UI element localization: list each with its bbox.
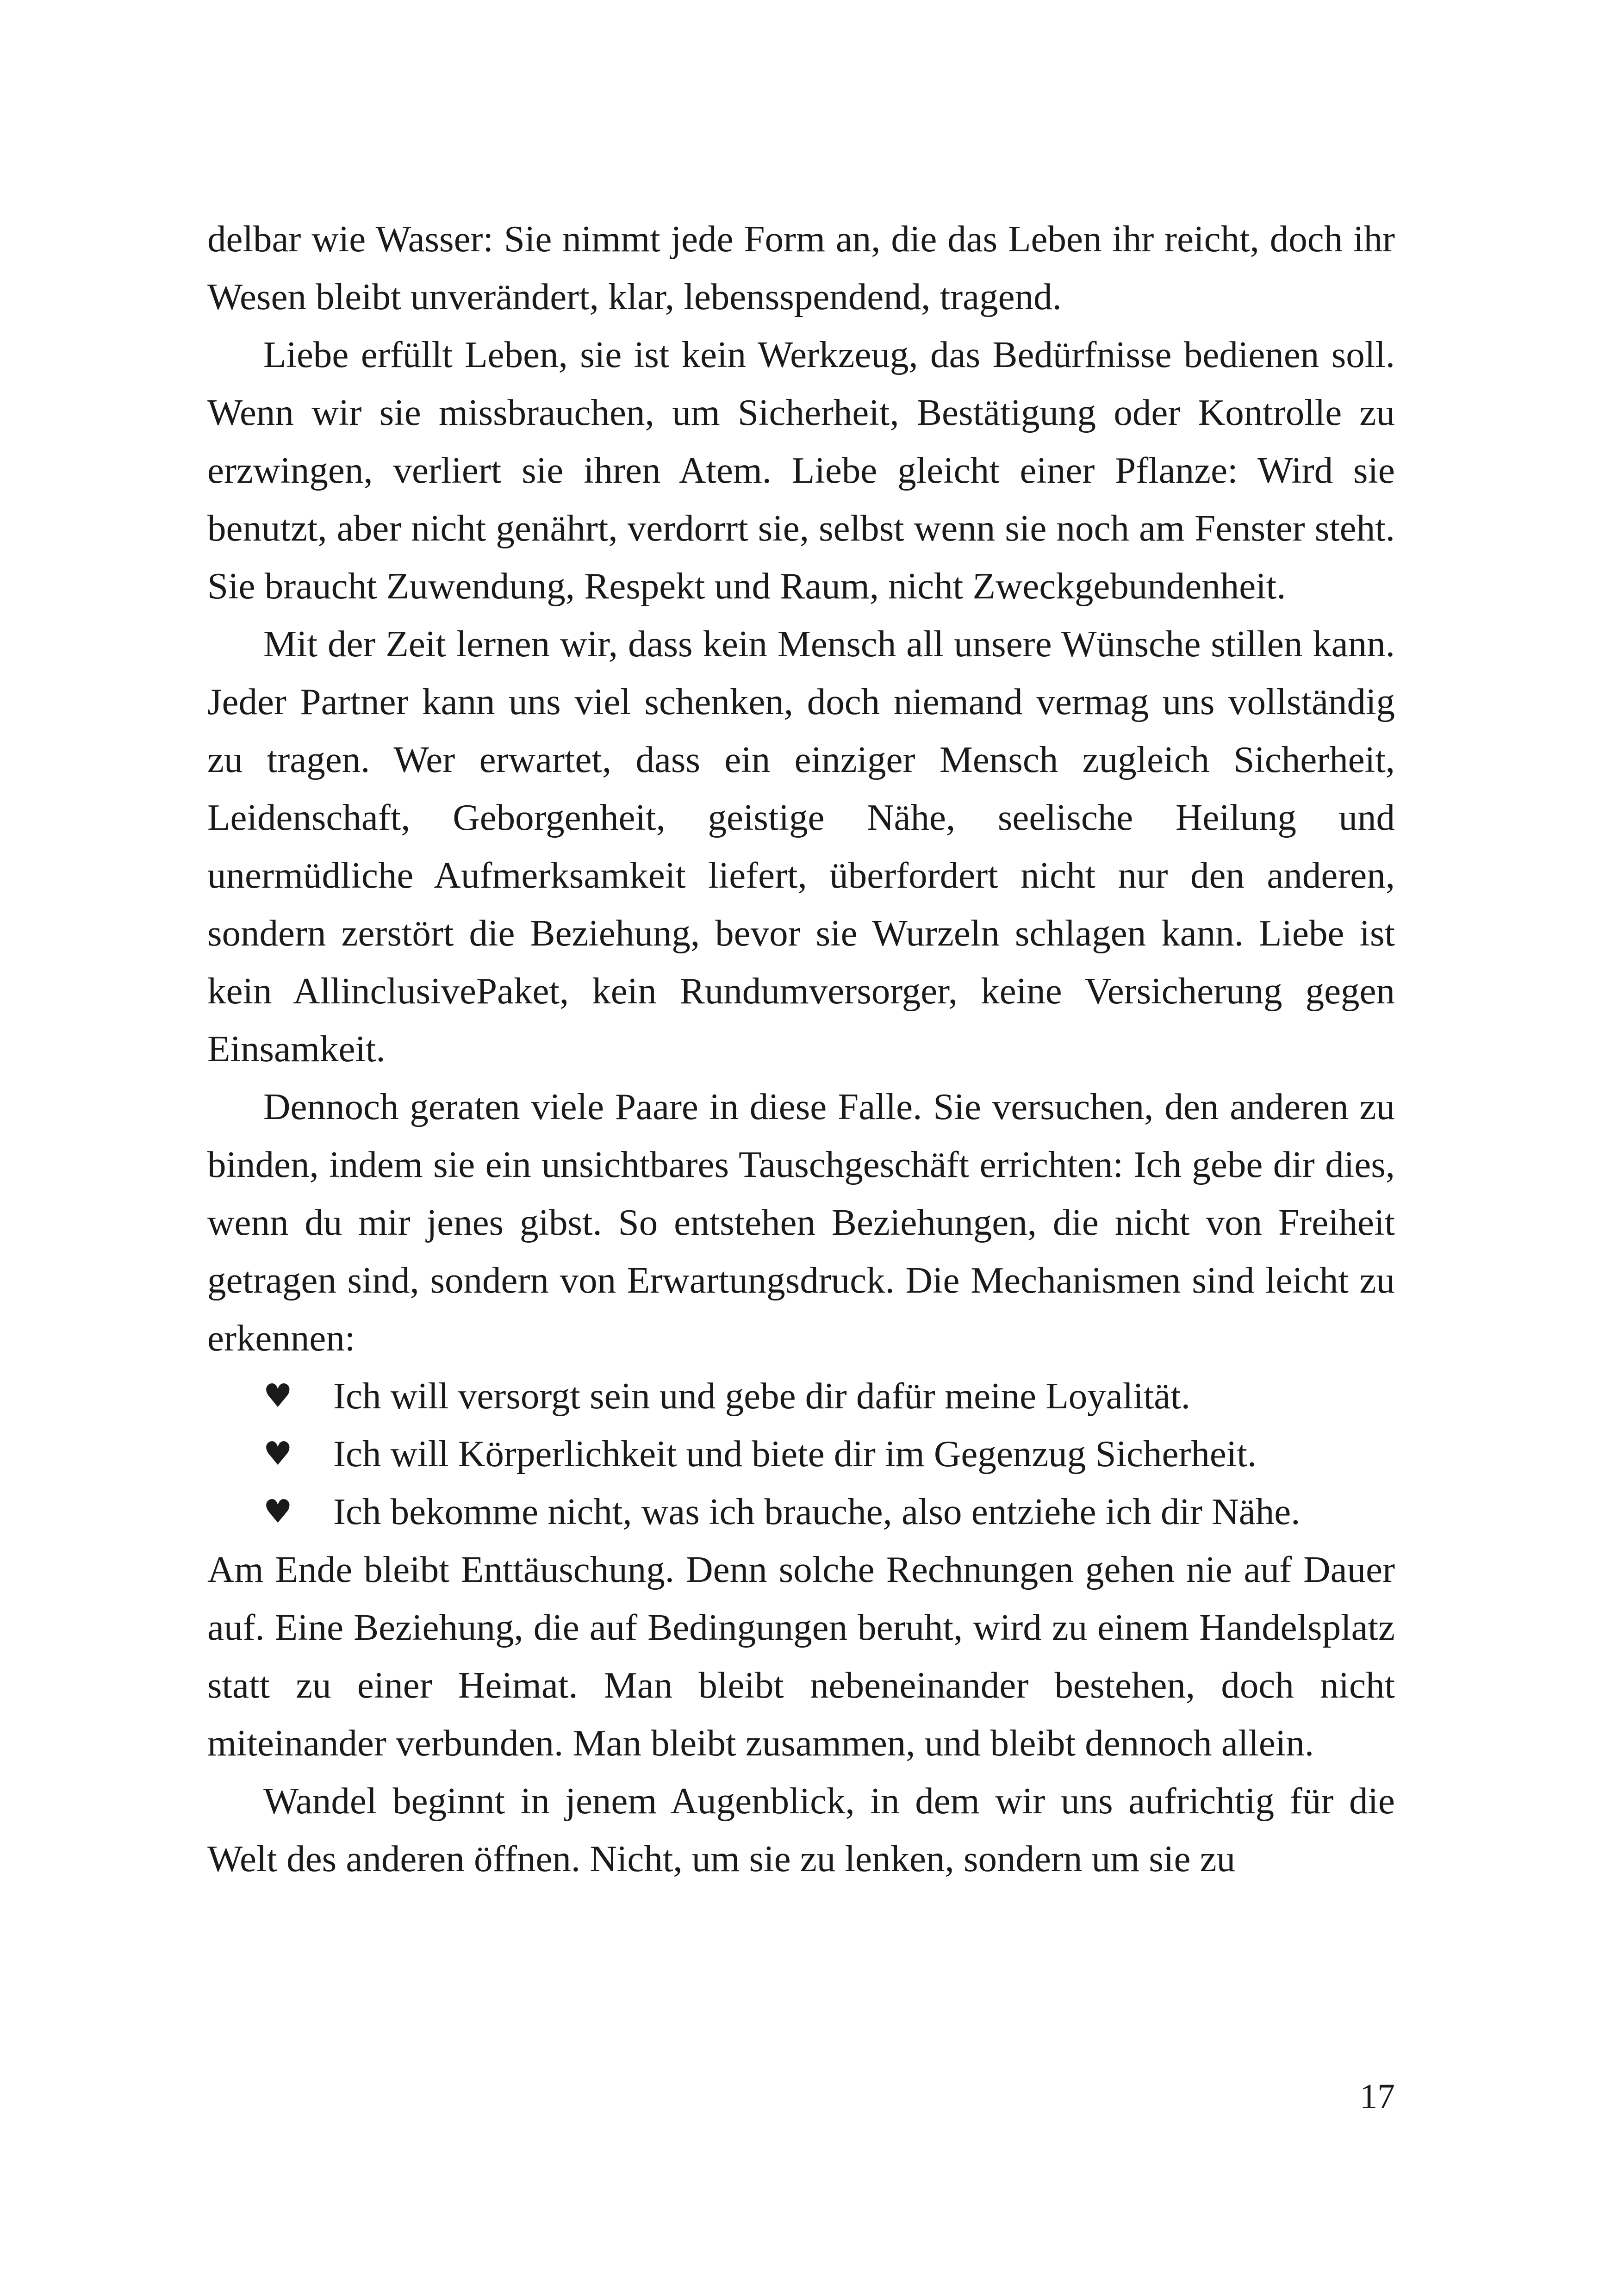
- list-item: [207, 1367, 1395, 1425]
- heart-icon: ♥: [263, 1377, 292, 1415]
- paragraph: Liebe erfüllt Leben, sie ist kein Werkzeug, das Bedürfnisse bedienen soll. Wenn wir sie missbrauchen, um Sicherheit, Bestätigung oder Kontrolle zu erzwingen, verliert sie ihren Atem. Liebe gleicht einer Pflanze: Wird sie benutzt, aber nicht genährt, verdorrt sie, selbst wenn sie noch am Fenster steht. Sie braucht Zuwendung, Respekt und Raum, nicht Zweckgebundenheit.: [207, 334, 1395, 607]
- list-item-text: Ich will Körperlichkeit und biete dir im Gegenzug Sicherheit.: [333, 1433, 1257, 1475]
- list-item-text: Ich will versorgt sein und gebe dir dafür meine Loyalität.: [333, 1375, 1190, 1417]
- heart-icon: ♥: [263, 1435, 292, 1473]
- list-item: [207, 1425, 1395, 1483]
- bullet-list: [207, 1367, 1395, 1541]
- page-number: 17: [1360, 2077, 1395, 2116]
- paragraph: Am Ende bleibt Enttäuschung. Denn solche Rechnungen gehen nie auf Dauer auf. Eine Beziehung, die auf Bedingungen beruht, wird zu einem Handelsplatz statt zu einer Heimat. Man bleibt nebeneinander bestehen, doch nicht miteinander verbunden. Man bleibt zusammen, und bleibt dennoch allein.: [207, 1549, 1395, 1764]
- heart-icon: ♥: [263, 1493, 292, 1531]
- paragraph: Wandel beginnt in jenem Augenblick, in dem wir uns aufrichtig für die Welt des anderen öffnen. Nicht, um sie zu lenken, sondern um sie zu: [207, 1780, 1395, 1879]
- list-item-text: Ich bekomme nicht, was ich brauche, also entziehe ich dir Nähe.: [333, 1491, 1301, 1532]
- paragraph: Mit der Zeit lernen wir, dass kein Mensch all unsere Wünsche stillen kann. Jeder Partner kann uns viel schenken, doch niemand vermag uns vollständig zu tragen. Wer erwartet, dass ein einziger Mensch zugleich Sicherheit, Leidenschaft, Geborgenheit, geistige Nähe, seelische Heilung und unermüdliche Aufmerksamkeit liefert, überfordert nicht nur den anderen, sondern zerstört die Beziehung, bevor sie Wurzeln schlagen kann. Liebe ist kein AllinclusivePaket, kein Rundumversorger, keine Versicherung gegen Einsamkeit.: [207, 623, 1395, 1070]
- list-item: [207, 1483, 1395, 1541]
- body-text: [207, 210, 1395, 1888]
- paragraph-continued: delbar wie Wasser: Sie nimmt jede Form an, die das Leben ihr reicht, doch ihr Wesen bleibt unverändert, klar, lebensspendend, tragend.: [207, 218, 1395, 317]
- paragraph: Dennoch geraten viele Paare in diese Falle. Sie versuchen, den anderen zu binden, indem sie ein unsichtbares Tauschgeschäft errichten: Ich gebe dir dies, wenn du mir jenes gibst. So entstehen Beziehungen, die nicht von Freiheit getragen sind, sondern von Erwartungsdruck. Die Mechanismen sind leicht zu erkennen:: [207, 1086, 1395, 1359]
